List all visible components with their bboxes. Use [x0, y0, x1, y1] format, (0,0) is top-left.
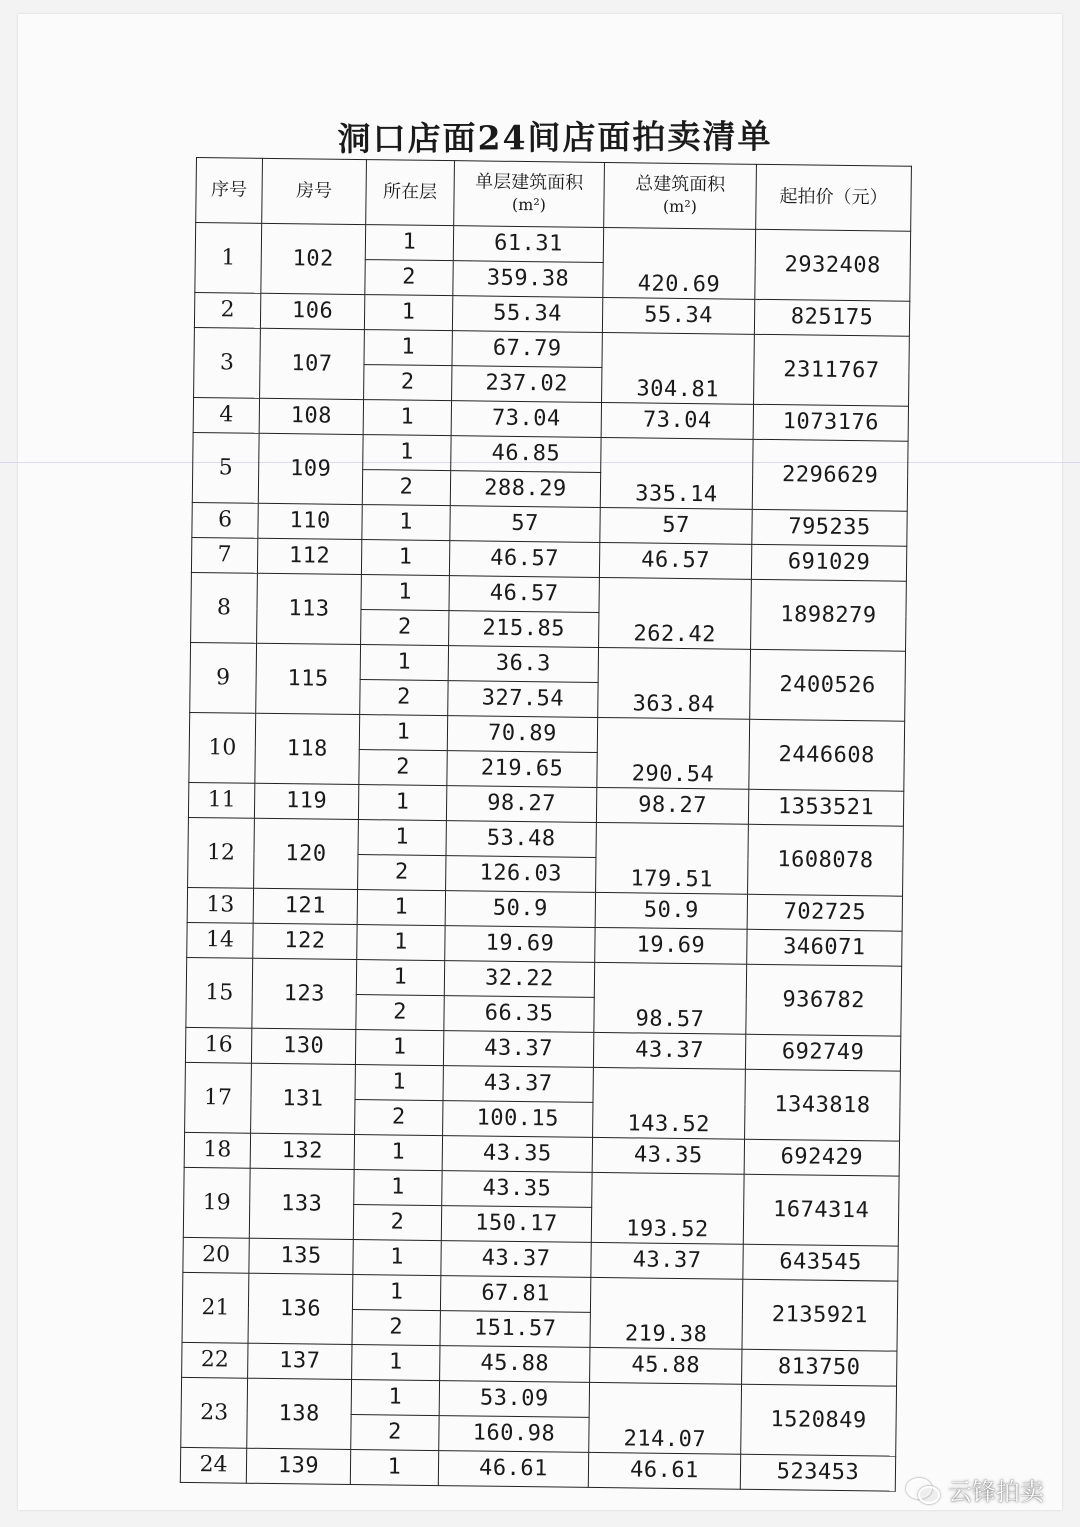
header-floor-area-label: 单层建筑面积 [475, 171, 584, 194]
table-row [191, 572, 906, 616]
cell-floor-area: 43.35 [442, 1171, 592, 1208]
cell-seq: 8 [191, 572, 258, 643]
cell-price: 1343818 [745, 1069, 901, 1141]
cell-floor: 1 [358, 820, 446, 856]
cell-floor-area: 327.54 [448, 681, 598, 718]
cell-seq: 19 [183, 1167, 250, 1238]
header-floor-area [454, 161, 605, 228]
cell-floor: 1 [357, 890, 445, 926]
cell-floor: 2 [356, 995, 444, 1031]
cell-floor: 2 [365, 260, 453, 296]
cell-floor: 2 [359, 750, 447, 786]
cell-seq: 17 [185, 1062, 252, 1133]
cell-room: 122 [253, 923, 357, 959]
cell-room: 137 [248, 1343, 352, 1379]
watermark [906, 1472, 1044, 1507]
cell-total-area: 193.52 [591, 1172, 744, 1244]
wechat-icon [906, 1476, 940, 1504]
header-total-area [604, 162, 757, 229]
cell-seq: 23 [181, 1377, 248, 1448]
cell-floor-area: 46.85 [451, 436, 601, 473]
table-row [194, 327, 909, 371]
auction-table-wrapper [180, 157, 912, 1492]
cell-floor: 1 [353, 1240, 441, 1276]
cell-floor: 2 [352, 1309, 440, 1345]
cell-room: 130 [251, 1028, 355, 1064]
cell-floor: 1 [365, 225, 453, 261]
header-total-area-label: 总建筑面积 [635, 173, 726, 196]
cell-room: 121 [253, 888, 357, 924]
cell-floor: 1 [359, 715, 447, 751]
cell-floor: 1 [351, 1379, 439, 1415]
cell-floor: 2 [353, 1205, 441, 1241]
watermark-label: 云锋拍卖 [948, 1478, 1044, 1506]
cell-floor-area: 43.37 [441, 1241, 591, 1278]
header-floor: 所在层 [366, 160, 455, 226]
cell-seq: 6 [192, 502, 258, 538]
cell-seq: 24 [180, 1447, 246, 1483]
cell-floor-area: 46.57 [449, 576, 599, 613]
cell-price: 825175 [754, 299, 909, 336]
cell-total-area: 45.88 [590, 1347, 742, 1384]
cell-seq: 14 [187, 922, 253, 958]
cell-seq: 21 [182, 1272, 249, 1343]
cell-total-area: 304.81 [602, 332, 755, 404]
cell-seq: 12 [188, 817, 255, 888]
cell-room: 133 [249, 1168, 354, 1239]
cell-total-area: 143.52 [593, 1067, 746, 1139]
cell-floor-area: 45.88 [440, 1346, 590, 1383]
cell-floor: 2 [361, 610, 449, 646]
cell-price: 2296629 [752, 439, 908, 511]
cell-room: 132 [250, 1133, 354, 1169]
header-price: 起拍价（元） [756, 164, 912, 231]
cell-floor-area: 126.03 [446, 856, 596, 893]
table-row [182, 1272, 897, 1316]
cell-room: 120 [254, 818, 359, 889]
cell-floor-area: 215.85 [449, 611, 599, 648]
cell-seq: 15 [186, 957, 253, 1028]
cell-floor: 1 [363, 400, 451, 436]
cell-total-area: 46.57 [599, 542, 751, 579]
cell-seq: 16 [185, 1027, 251, 1063]
cell-floor: 1 [356, 960, 444, 996]
cell-total-area: 335.14 [600, 437, 753, 509]
cell-room: 112 [257, 538, 361, 574]
cell-floor-area: 46.61 [438, 1451, 588, 1488]
cell-price: 1353521 [748, 789, 903, 826]
cell-price: 692429 [744, 1139, 899, 1176]
cell-price: 346071 [747, 929, 902, 966]
cell-floor: 2 [355, 1100, 443, 1136]
table-row [188, 817, 903, 861]
cell-room: 118 [255, 713, 360, 784]
cell-room: 123 [252, 958, 357, 1029]
cell-price: 1674314 [743, 1174, 899, 1246]
cell-room: 113 [257, 573, 362, 644]
cell-floor: 1 [354, 1170, 442, 1206]
cell-room: 115 [256, 643, 361, 714]
cell-price: 1898279 [751, 579, 907, 651]
cell-floor-area: 67.81 [440, 1276, 590, 1313]
auction-list-table [180, 157, 912, 1492]
cell-floor-area: 70.89 [447, 716, 597, 753]
cell-price: 1608078 [748, 824, 904, 896]
cell-floor: 1 [364, 330, 452, 366]
cell-price: 2446608 [749, 719, 905, 791]
table-row [193, 432, 908, 476]
table-row [186, 957, 901, 1001]
cell-total-area: 290.54 [597, 717, 750, 789]
cell-room: 102 [261, 223, 366, 294]
cell-floor-area: 237.02 [452, 366, 602, 403]
table-row [189, 712, 904, 756]
cell-floor-area: 53.09 [439, 1381, 589, 1418]
cell-total-area: 363.84 [598, 647, 751, 719]
cell-price: 643545 [743, 1244, 898, 1281]
cell-floor-area: 100.15 [443, 1101, 593, 1138]
cell-price: 2311767 [754, 334, 910, 406]
cell-total-area: 73.04 [601, 402, 753, 439]
cell-floor-area: 19.69 [445, 926, 595, 963]
cell-floor: 1 [357, 925, 445, 961]
cell-price: 692749 [745, 1034, 900, 1071]
cell-total-area: 19.69 [595, 927, 747, 964]
cell-floor-area: 55.34 [452, 296, 602, 333]
cell-room: 119 [254, 783, 358, 819]
cell-room: 106 [260, 293, 364, 329]
cell-price: 936782 [746, 964, 902, 1036]
cell-price: 2135921 [742, 1279, 898, 1351]
cell-total-area: 98.57 [594, 962, 747, 1034]
cell-floor: 2 [364, 365, 452, 401]
cell-room: 108 [259, 398, 363, 434]
cell-floor-area: 46.57 [449, 541, 599, 578]
cell-seq: 3 [194, 327, 261, 398]
cell-floor: 1 [361, 540, 449, 576]
cell-room: 138 [247, 1378, 352, 1449]
cell-total-area: 179.51 [596, 822, 749, 894]
page-title: 洞口店面24间店面拍卖清单 [337, 116, 773, 159]
cell-floor-area: 50.9 [445, 891, 595, 928]
table-row [185, 1062, 900, 1106]
cell-seq: 4 [193, 397, 259, 433]
cell-floor-area: 32.22 [444, 961, 594, 998]
cell-floor: 1 [364, 295, 452, 331]
cell-price: 2400526 [750, 649, 906, 721]
cell-total-area: 214.07 [589, 1382, 742, 1454]
cell-price: 1520849 [741, 1384, 897, 1456]
cell-price: 1073176 [753, 404, 908, 441]
cell-floor: 1 [363, 435, 451, 471]
cell-floor: 1 [360, 645, 448, 681]
cell-total-area: 262.42 [599, 577, 752, 649]
table-body [180, 223, 910, 1492]
cell-floor: 1 [352, 1344, 440, 1380]
header-total-area-unit: (m²) [662, 196, 698, 217]
cell-floor: 1 [350, 1449, 438, 1485]
cell-room: 135 [249, 1238, 353, 1274]
cell-seq: 10 [189, 712, 256, 783]
cell-floor-area: 43.37 [443, 1031, 593, 1068]
cell-seq: 9 [190, 642, 257, 713]
cell-room: 109 [258, 433, 363, 504]
cell-total-area: 57 [600, 507, 752, 544]
table-row [190, 642, 905, 686]
cell-floor-area: 73.04 [451, 401, 601, 438]
cell-total-area: 43.35 [592, 1137, 744, 1174]
cell-price: 702725 [747, 894, 902, 931]
cell-floor-area: 98.27 [446, 786, 596, 823]
cell-floor: 2 [358, 855, 446, 891]
cell-floor: 1 [352, 1274, 440, 1310]
cell-seq: 2 [194, 292, 260, 328]
cell-floor-area: 150.17 [441, 1206, 591, 1243]
cell-floor: 1 [358, 785, 446, 821]
cell-price: 795235 [752, 509, 907, 546]
cell-total-area: 420.69 [603, 227, 756, 299]
cell-seq: 22 [182, 1342, 248, 1378]
cell-floor: 1 [361, 575, 449, 611]
cell-floor: 2 [362, 470, 450, 506]
cell-total-area: 55.34 [602, 297, 754, 334]
cell-total-area: 50.9 [595, 892, 747, 929]
cell-floor: 1 [362, 505, 450, 541]
cell-seq: 11 [188, 782, 254, 818]
cell-floor-area: 61.31 [453, 226, 603, 263]
cell-room: 131 [251, 1063, 356, 1134]
header-seq: 序号 [196, 158, 263, 224]
cell-floor-area: 53.48 [446, 821, 596, 858]
cell-floor: 1 [355, 1065, 443, 1101]
cell-price: 523453 [740, 1454, 895, 1491]
cell-price: 2932408 [755, 229, 911, 301]
cell-floor-area: 57 [450, 506, 600, 543]
cell-total-area: 46.61 [588, 1452, 740, 1489]
cell-floor-area: 43.37 [443, 1066, 593, 1103]
cell-room: 107 [260, 328, 365, 399]
cell-floor-area: 359.38 [453, 261, 603, 298]
cell-floor-area: 160.98 [439, 1416, 589, 1453]
cell-total-area: 98.27 [596, 787, 748, 824]
cell-room: 136 [248, 1273, 353, 1344]
cell-floor: 1 [354, 1135, 442, 1171]
cell-total-area: 219.38 [590, 1277, 743, 1349]
header-room: 房号 [262, 158, 367, 224]
cell-seq: 5 [192, 432, 259, 503]
cell-floor: 2 [351, 1414, 439, 1450]
table-header-row [196, 158, 912, 232]
table-row [181, 1377, 896, 1421]
cell-floor-area: 219.65 [447, 751, 597, 788]
cell-seq: 13 [187, 887, 253, 923]
cell-floor-area: 66.35 [444, 996, 594, 1033]
cell-room: 110 [258, 503, 362, 539]
table-row [195, 223, 910, 267]
cell-floor-area: 288.29 [450, 471, 600, 508]
cell-total-area: 43.37 [591, 1242, 743, 1279]
cell-seq: 20 [183, 1237, 249, 1273]
cell-floor-area: 43.35 [442, 1136, 592, 1173]
cell-seq: 18 [184, 1132, 250, 1168]
cell-floor-area: 36.3 [448, 646, 598, 683]
header-floor-area-unit: (m²) [511, 194, 547, 215]
cell-price: 813750 [742, 1349, 897, 1386]
cell-price: 691029 [751, 544, 906, 581]
cell-total-area: 43.37 [593, 1032, 745, 1069]
cell-seq: 1 [195, 223, 262, 294]
cell-floor-area: 151.57 [440, 1311, 590, 1348]
cell-floor-area: 67.79 [452, 331, 602, 368]
cell-floor: 1 [355, 1030, 443, 1066]
cell-floor: 2 [360, 680, 448, 716]
table-row [184, 1167, 899, 1211]
cell-seq: 7 [191, 537, 257, 573]
cell-room: 139 [246, 1448, 350, 1484]
